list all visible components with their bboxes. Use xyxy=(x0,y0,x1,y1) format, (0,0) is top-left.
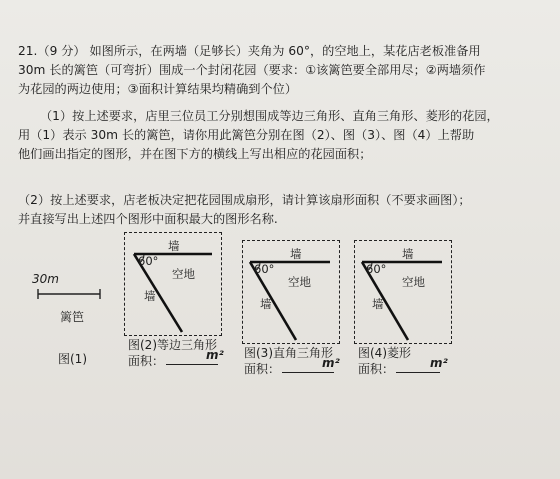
figure-3-unit: m² xyxy=(322,356,340,370)
fence-length-label: 30m xyxy=(32,272,59,286)
figure-2 xyxy=(120,232,230,382)
figure-4-wall-side: 墙 xyxy=(372,297,384,311)
figure-2-field: 空地 xyxy=(172,267,195,281)
figure-2-wall-top: 墙 xyxy=(168,239,180,253)
figure-3-angle: 60° xyxy=(254,262,275,276)
question-line-2: 30m 长的篱笆（可弯折）围成一个封闭花园（要求：①该篱笆要全部用尽；②两墙须作 xyxy=(18,63,486,77)
figure-4 xyxy=(350,240,460,390)
figure-4-answer-blank[interactable] xyxy=(396,372,440,373)
question-number: 21. xyxy=(18,44,38,58)
question-score: （9 分） xyxy=(37,44,86,58)
figure-2-answer-blank[interactable] xyxy=(166,364,218,365)
part-1-line-2: 用（1）表示 30m 长的篱笆，请你用此篱笆分别在图（2）、图（3）、图（4）上帮助 xyxy=(18,128,475,142)
figure-3 xyxy=(236,240,346,390)
figure-1 xyxy=(30,268,110,378)
part-2-line-1: （2）按上述要求，店老板决定把花园围成扇形，请计算该扇形面积（不要求画图）； xyxy=(18,193,471,207)
part-1 xyxy=(18,107,548,164)
figure-3-area-label: 面积： xyxy=(244,362,281,376)
figure-2-wall-side: 墙 xyxy=(144,289,156,303)
figure-4-wall-top: 墙 xyxy=(402,247,414,261)
figure-2-angle: 60° xyxy=(138,254,159,268)
figure-3-answer-blank[interactable] xyxy=(282,372,334,373)
figure-4-caption: 图(4)菱形 xyxy=(358,346,411,360)
figure-2-caption: 图(2)等边三角形 xyxy=(128,338,217,352)
figure-2-area-label: 面积： xyxy=(128,354,165,368)
figure-4-field: 空地 xyxy=(402,275,425,289)
question-text: 如图所示，在两墙（足够长）夹角为 60°，的空地上，某花店老板准备用 xyxy=(89,44,481,58)
figure-3-wall-side: 墙 xyxy=(260,297,272,311)
figure-1-caption: 图(1) xyxy=(58,352,87,366)
figure-4-angle: 60° xyxy=(366,262,387,276)
question-line-1 xyxy=(18,42,548,61)
figure-3-caption: 图(3)直角三角形 xyxy=(244,346,333,360)
question-intro xyxy=(18,42,548,99)
figure-2-unit: m² xyxy=(206,348,224,362)
part-1-line-3: 他们画出指定的图形，并在图下方的横线上写出相应的花园面积； xyxy=(18,147,372,161)
question-line-3: 为花园的两边使用；③面积计算结果均精确到个位） xyxy=(18,82,298,96)
figure-4-area-label: 面积： xyxy=(358,362,395,376)
figure-3-field: 空地 xyxy=(288,275,311,289)
figure-4-unit: m² xyxy=(430,356,448,370)
part-2-line-2: 并直接写出上述四个图形中面积最大的图形名称. xyxy=(18,212,278,226)
figure-3-wall-top: 墙 xyxy=(290,247,302,261)
part-2 xyxy=(18,191,548,229)
part-1-line-1: （1）按上述要求，店里三位员工分别想围成等边三角形、直角三角形、菱形的花园， xyxy=(40,109,499,123)
fence-label: 篱笆 xyxy=(60,310,85,324)
